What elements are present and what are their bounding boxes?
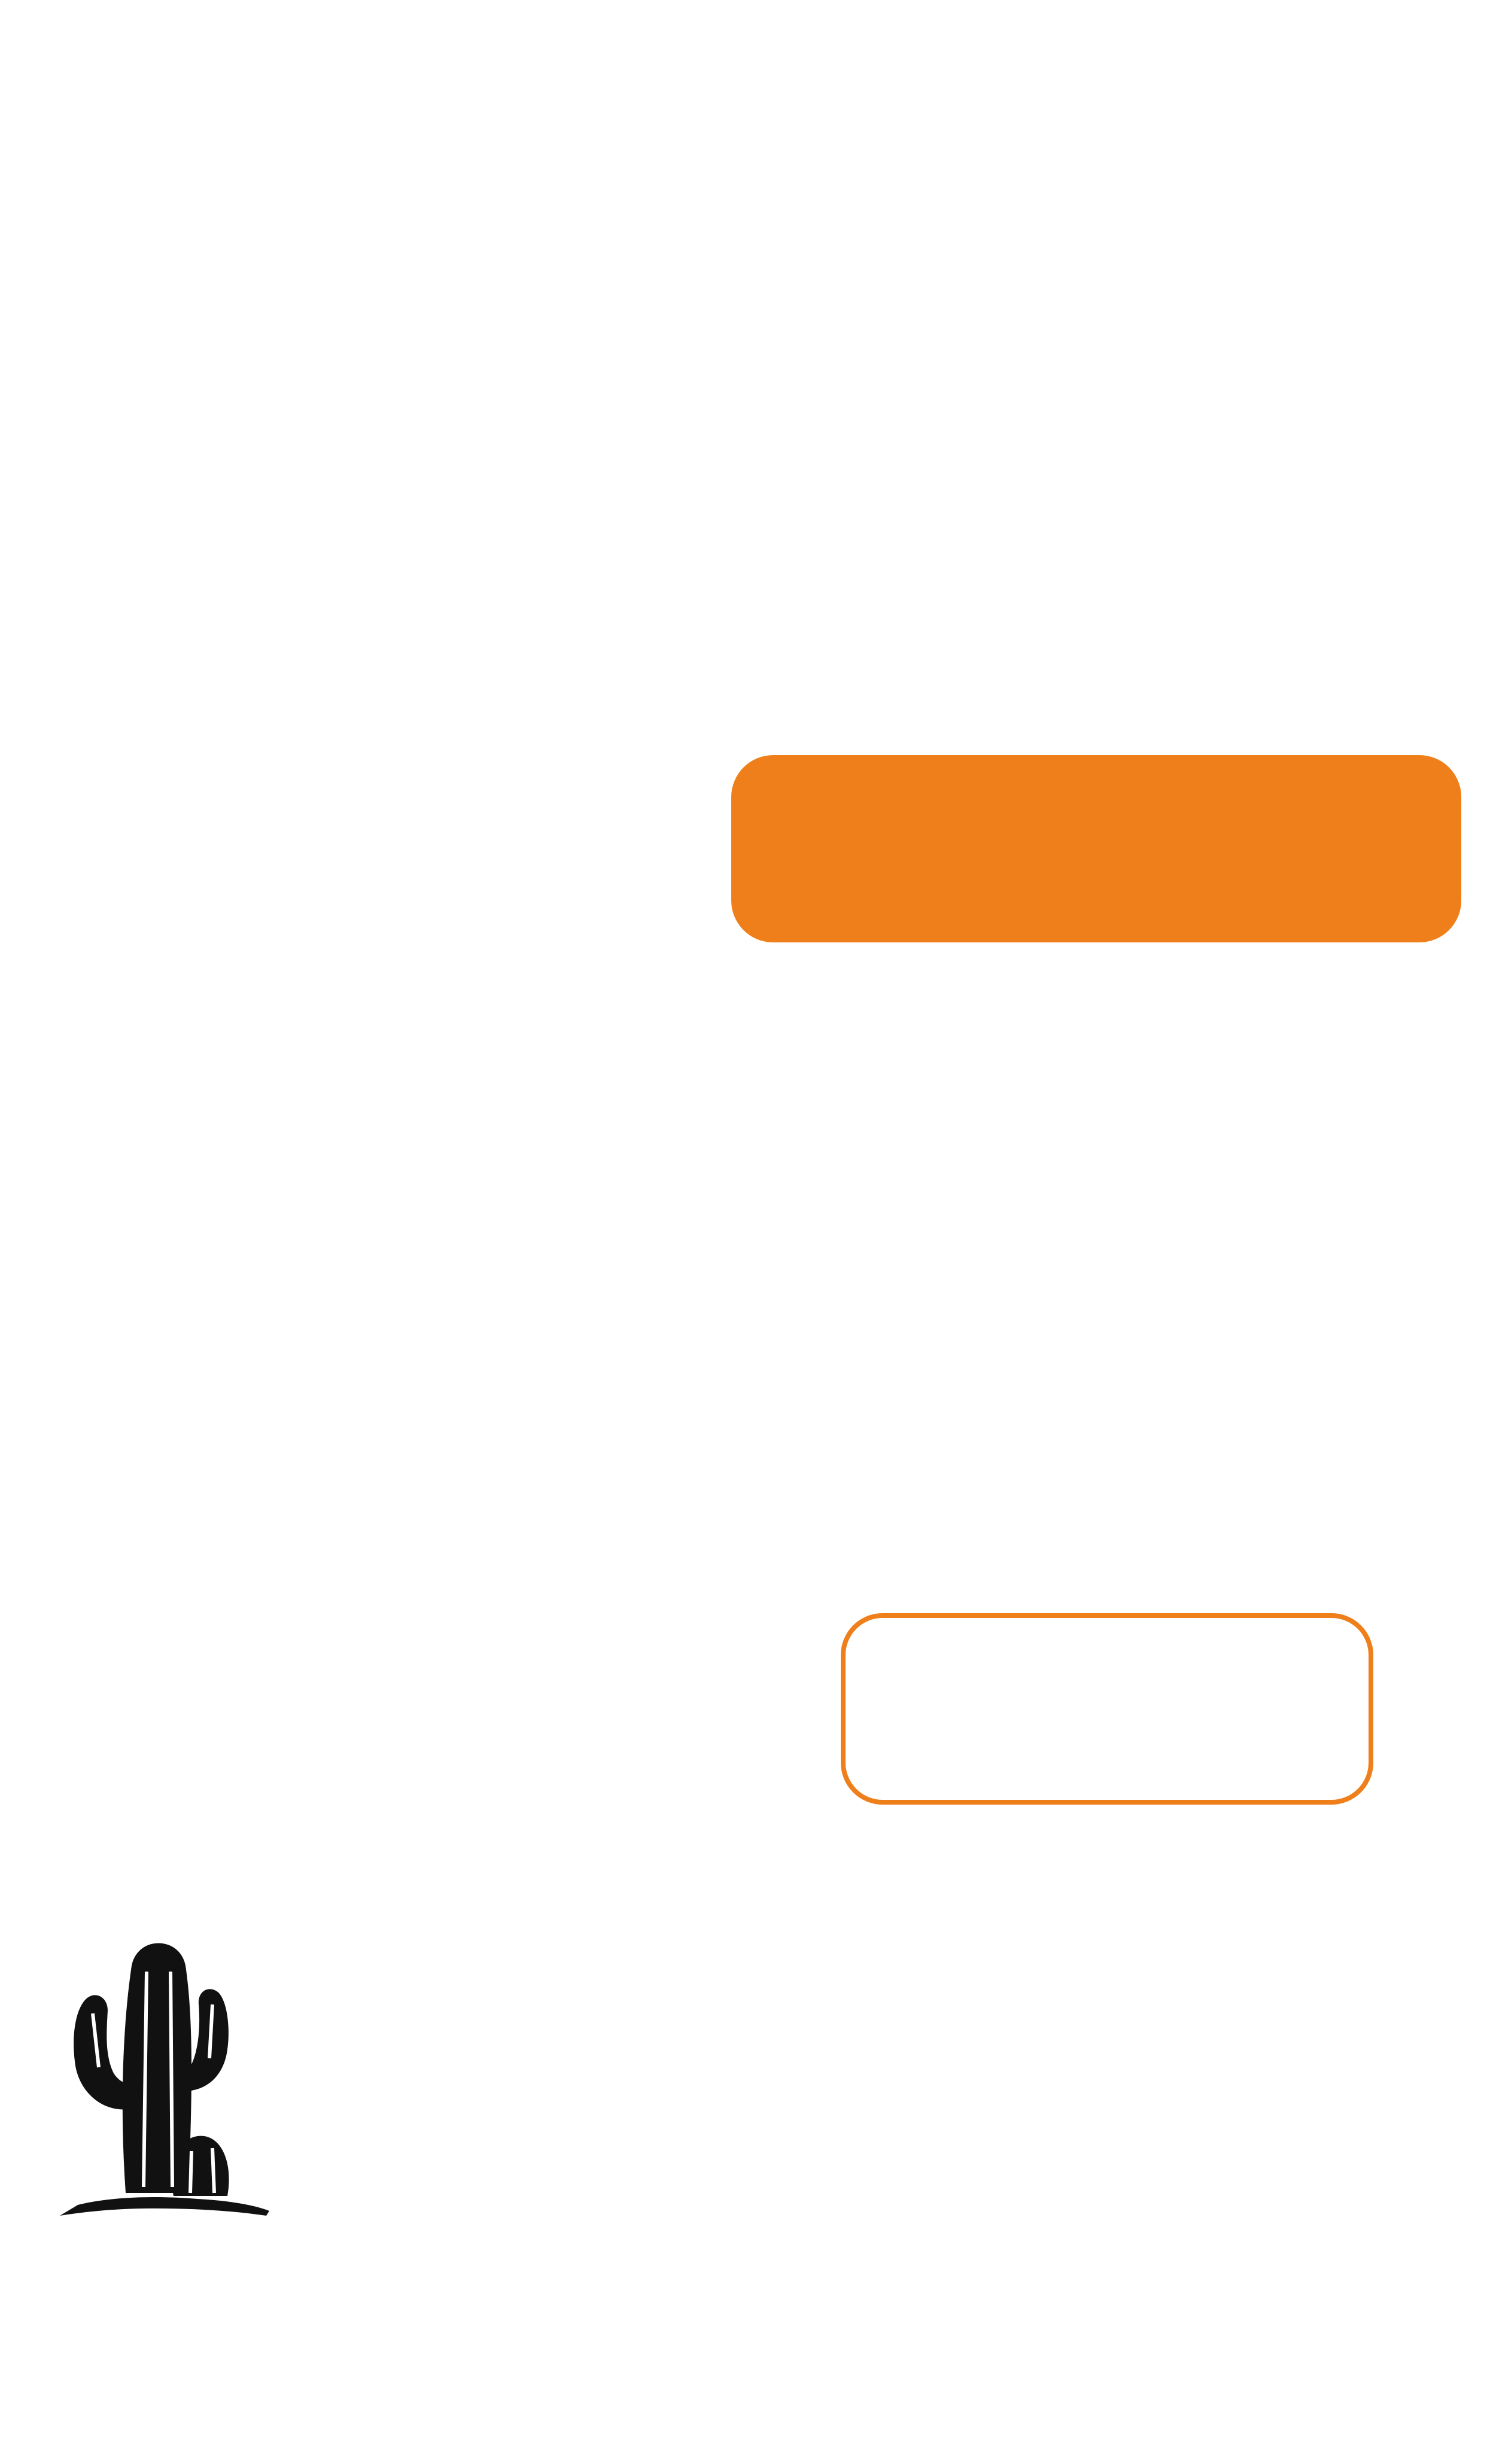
salad-addons-box — [841, 1613, 1373, 1805]
sauce-flavors-box — [731, 755, 1461, 942]
kokopelli-border-bottom-icon — [0, 2322, 1496, 2459]
kokopelli-border-top-icon — [0, 12, 1496, 150]
cactus-icon — [42, 1930, 269, 2217]
